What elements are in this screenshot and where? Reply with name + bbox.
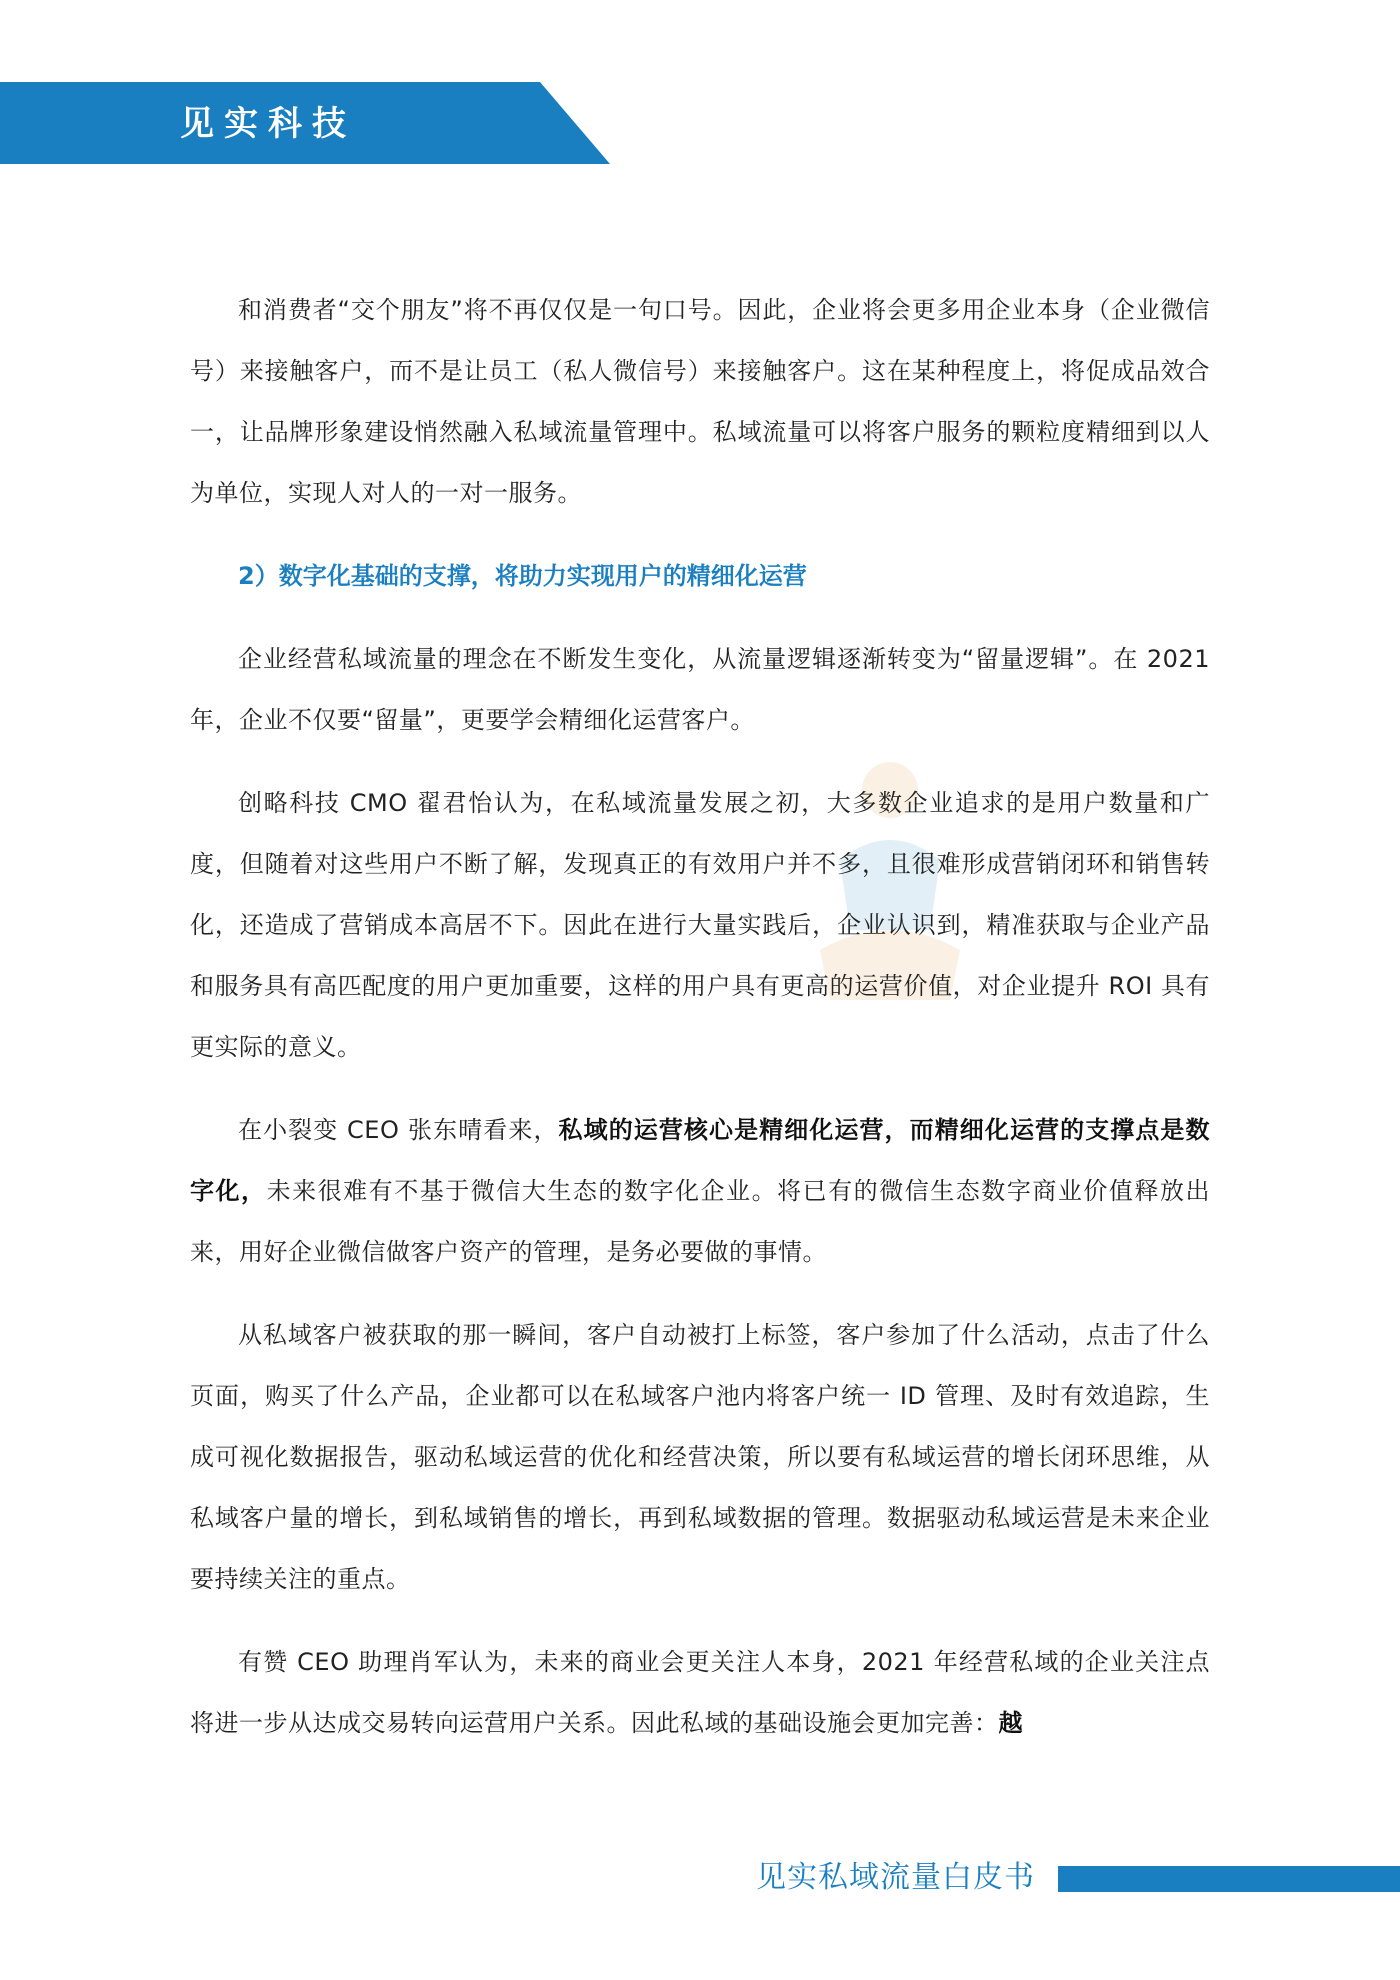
paragraph: 从私域客户被获取的那一瞬间，客户自动被打上标签，客户参加了什么活动，点击了什么页面，购买了什么产品，企业都可以在私域客户池内将客户统一 ID 管理、及时有效追踪，生成可视化数据报告，驱动私域运营的优化和经营决策，所以要有私域运营的增长闭环思维，从私域客户量的增长，到私域销售的增长，再到私域数据的管理。数据驱动私域运营是未来企业要持续关注的重点。 xyxy=(190,1321,1210,1593)
paragraph: 创略科技 CMO 翟君怡认为，在私域流量发展之初，大多数企业追求的是用户数量和广度，但随着对这些用户不断了解，发现真正的有效用户并不多，且很难形成营销闭环和销售转化，还造成了营销成本高居不下。因此在进行大量实践后，企业认识到，精准获取与企业产品和服务具有高匹配度的用户更加重要，这样的用户具有更高的运营价值，对企业提升 ROI 具有更实际的意义。 xyxy=(190,789,1210,1061)
section-heading: 2）数字化基础的支撑，将助力实现用户的精细化运营 xyxy=(238,562,807,590)
document-body xyxy=(190,280,1210,1776)
paragraph xyxy=(190,1100,1210,1283)
header-title: 见实科技 xyxy=(180,104,356,144)
emphasis-text: 越 xyxy=(998,1709,1023,1737)
footer-title: 见实私域流量白皮书 xyxy=(756,1860,1035,1895)
footer-bar xyxy=(1058,1866,1400,1892)
paragraph-text: 有赞 CEO 助理肖军认为，未来的商业会更关注人本身，2021 年经营私域的企业关注点将进一步从达成交易转向运营用户关系。因此私域的基础设施会更加完善： xyxy=(190,1648,1210,1737)
paragraph xyxy=(190,1632,1210,1754)
paragraph-text: 未来很难有不基于微信大生态的数字化企业。将已有的微信生态数字商业价值释放出来，用好企业微信做客户资产的管理，是务必要做的事情。 xyxy=(190,1177,1210,1266)
paragraph: 企业经营私域流量的理念在不断发生变化，从流量逻辑逐渐转变为“留量逻辑”。在 2021 年，企业不仅要“留量”，更要学会精细化运营客户。 xyxy=(190,645,1210,734)
paragraph: 和消费者“交个朋友”将不再仅仅是一句口号。因此，企业将会更多用企业本身（企业微信号）来接触客户，而不是让员工（私人微信号）来接触客户。这在某种程度上，将促成品效合一，让品牌形象建设悄然融入私域流量管理中。私域流量可以将客户服务的颗粒度精细到以人为单位，实现人对人的一对一服务。 xyxy=(190,296,1210,507)
emphasis-text: 私域的运营核心是精细化运营，而精细化运营的支撑点是数字化， xyxy=(190,1116,1211,1205)
paragraph-text: 在小裂变 CEO 张东晴看来， xyxy=(238,1116,559,1144)
